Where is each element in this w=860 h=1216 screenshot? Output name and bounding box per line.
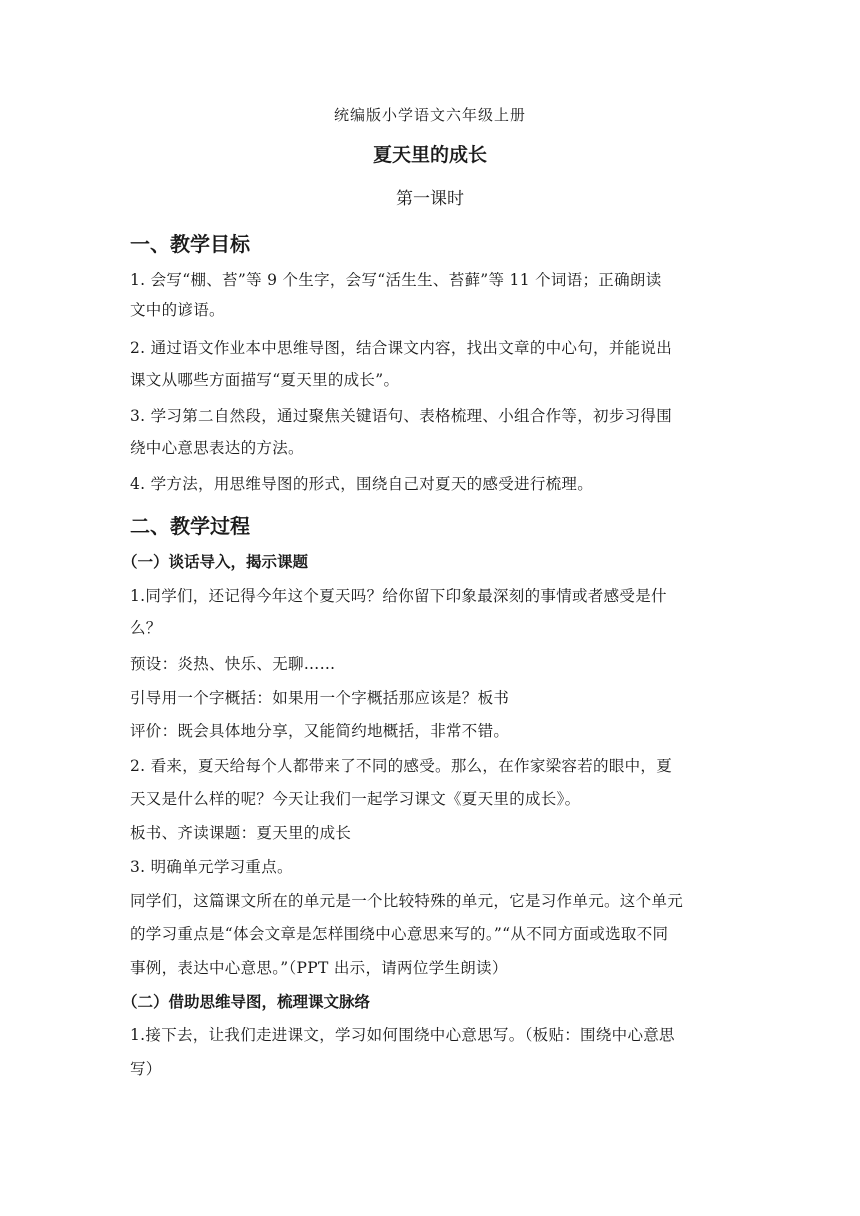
paragraph-line: 文中的谚语。 xyxy=(130,301,225,319)
doc-title: 夏天里的成长 xyxy=(372,144,487,166)
subsection-heading-intro: （一）谈话导入，揭示课题 xyxy=(122,553,309,571)
subsection-heading-mindmap: （二）借助思维导图，梳理课文脉络 xyxy=(122,993,371,1011)
paragraph-line: 的学习重点是“体会文章是怎样围绕中心意思来写的。”“从不同方面或选取不同 xyxy=(130,925,669,943)
paragraph-line: 引导用一个字概括：如果用一个字概括那应该是？板书 xyxy=(130,689,510,707)
paragraph-line: 事例，表达中心意思。”（PPT 出示，请两位学生朗读） xyxy=(130,959,508,977)
paragraph-line: 么？ xyxy=(130,619,162,637)
paragraph-line: 3. 学习第二自然段，通过聚焦关键语句、表格梳理、小组合作等，初步习得围 xyxy=(130,407,673,425)
doc-subtitle: 统编版小学语文六年级上册 xyxy=(333,106,526,124)
paragraph-line: 4. 学方法，用思维导图的形式，围绕自己对夏天的感受进行梳理。 xyxy=(130,475,594,493)
paragraph-line: 预设：炎热、快乐、无聊…… xyxy=(130,655,336,673)
section-heading-objectives: 一、教学目标 xyxy=(130,232,250,256)
paragraph-line: 同学们，这篇课文所在的单元是一个比较特殊的单元，它是习作单元。这个单元 xyxy=(130,892,684,910)
paragraph-line: 1.同学们，还记得今年这个夏天吗？给你留下印象最深刻的事情或者感受是什 xyxy=(130,587,667,605)
paragraph-line: 1. 会写“棚、苔”等 9 个生字，会写“活生生、苔藓”等 11 个词语；正确朗读 xyxy=(130,271,662,289)
paragraph-line: 评价：既会具体地分享，又能简约地概括，非常不错。 xyxy=(130,722,510,740)
session-label: 第一课时 xyxy=(396,189,464,209)
paragraph-line: 课文从哪些方面描写“夏天里的成长”。 xyxy=(130,371,400,389)
paragraph-line: 绕中心意思表达的方法。 xyxy=(130,439,304,457)
paragraph-line: 写） xyxy=(130,1060,162,1078)
paragraph-line: 2. 看来，夏天给每个人都带来了不同的感受。那么，在作家梁容若的眼中，夏 xyxy=(130,757,673,775)
paragraph-line: 板书、齐读课题：夏天里的成长 xyxy=(130,824,352,842)
paragraph-line: 2. 通过语文作业本中思维导图，结合课文内容，找出文章的中心句，并能说出 xyxy=(130,339,673,357)
paragraph-line: 天又是什么样的呢？今天让我们一起学习课文《夏天里的成长》。 xyxy=(130,790,581,808)
paragraph-line: 3. 明确单元学习重点。 xyxy=(130,858,293,876)
paragraph-line: 1.接下去，让我们走进课文，学习如何围绕中心意思写。（板贴：围绕中心意思 xyxy=(130,1026,675,1044)
section-heading-process: 二、教学过程 xyxy=(130,514,250,538)
